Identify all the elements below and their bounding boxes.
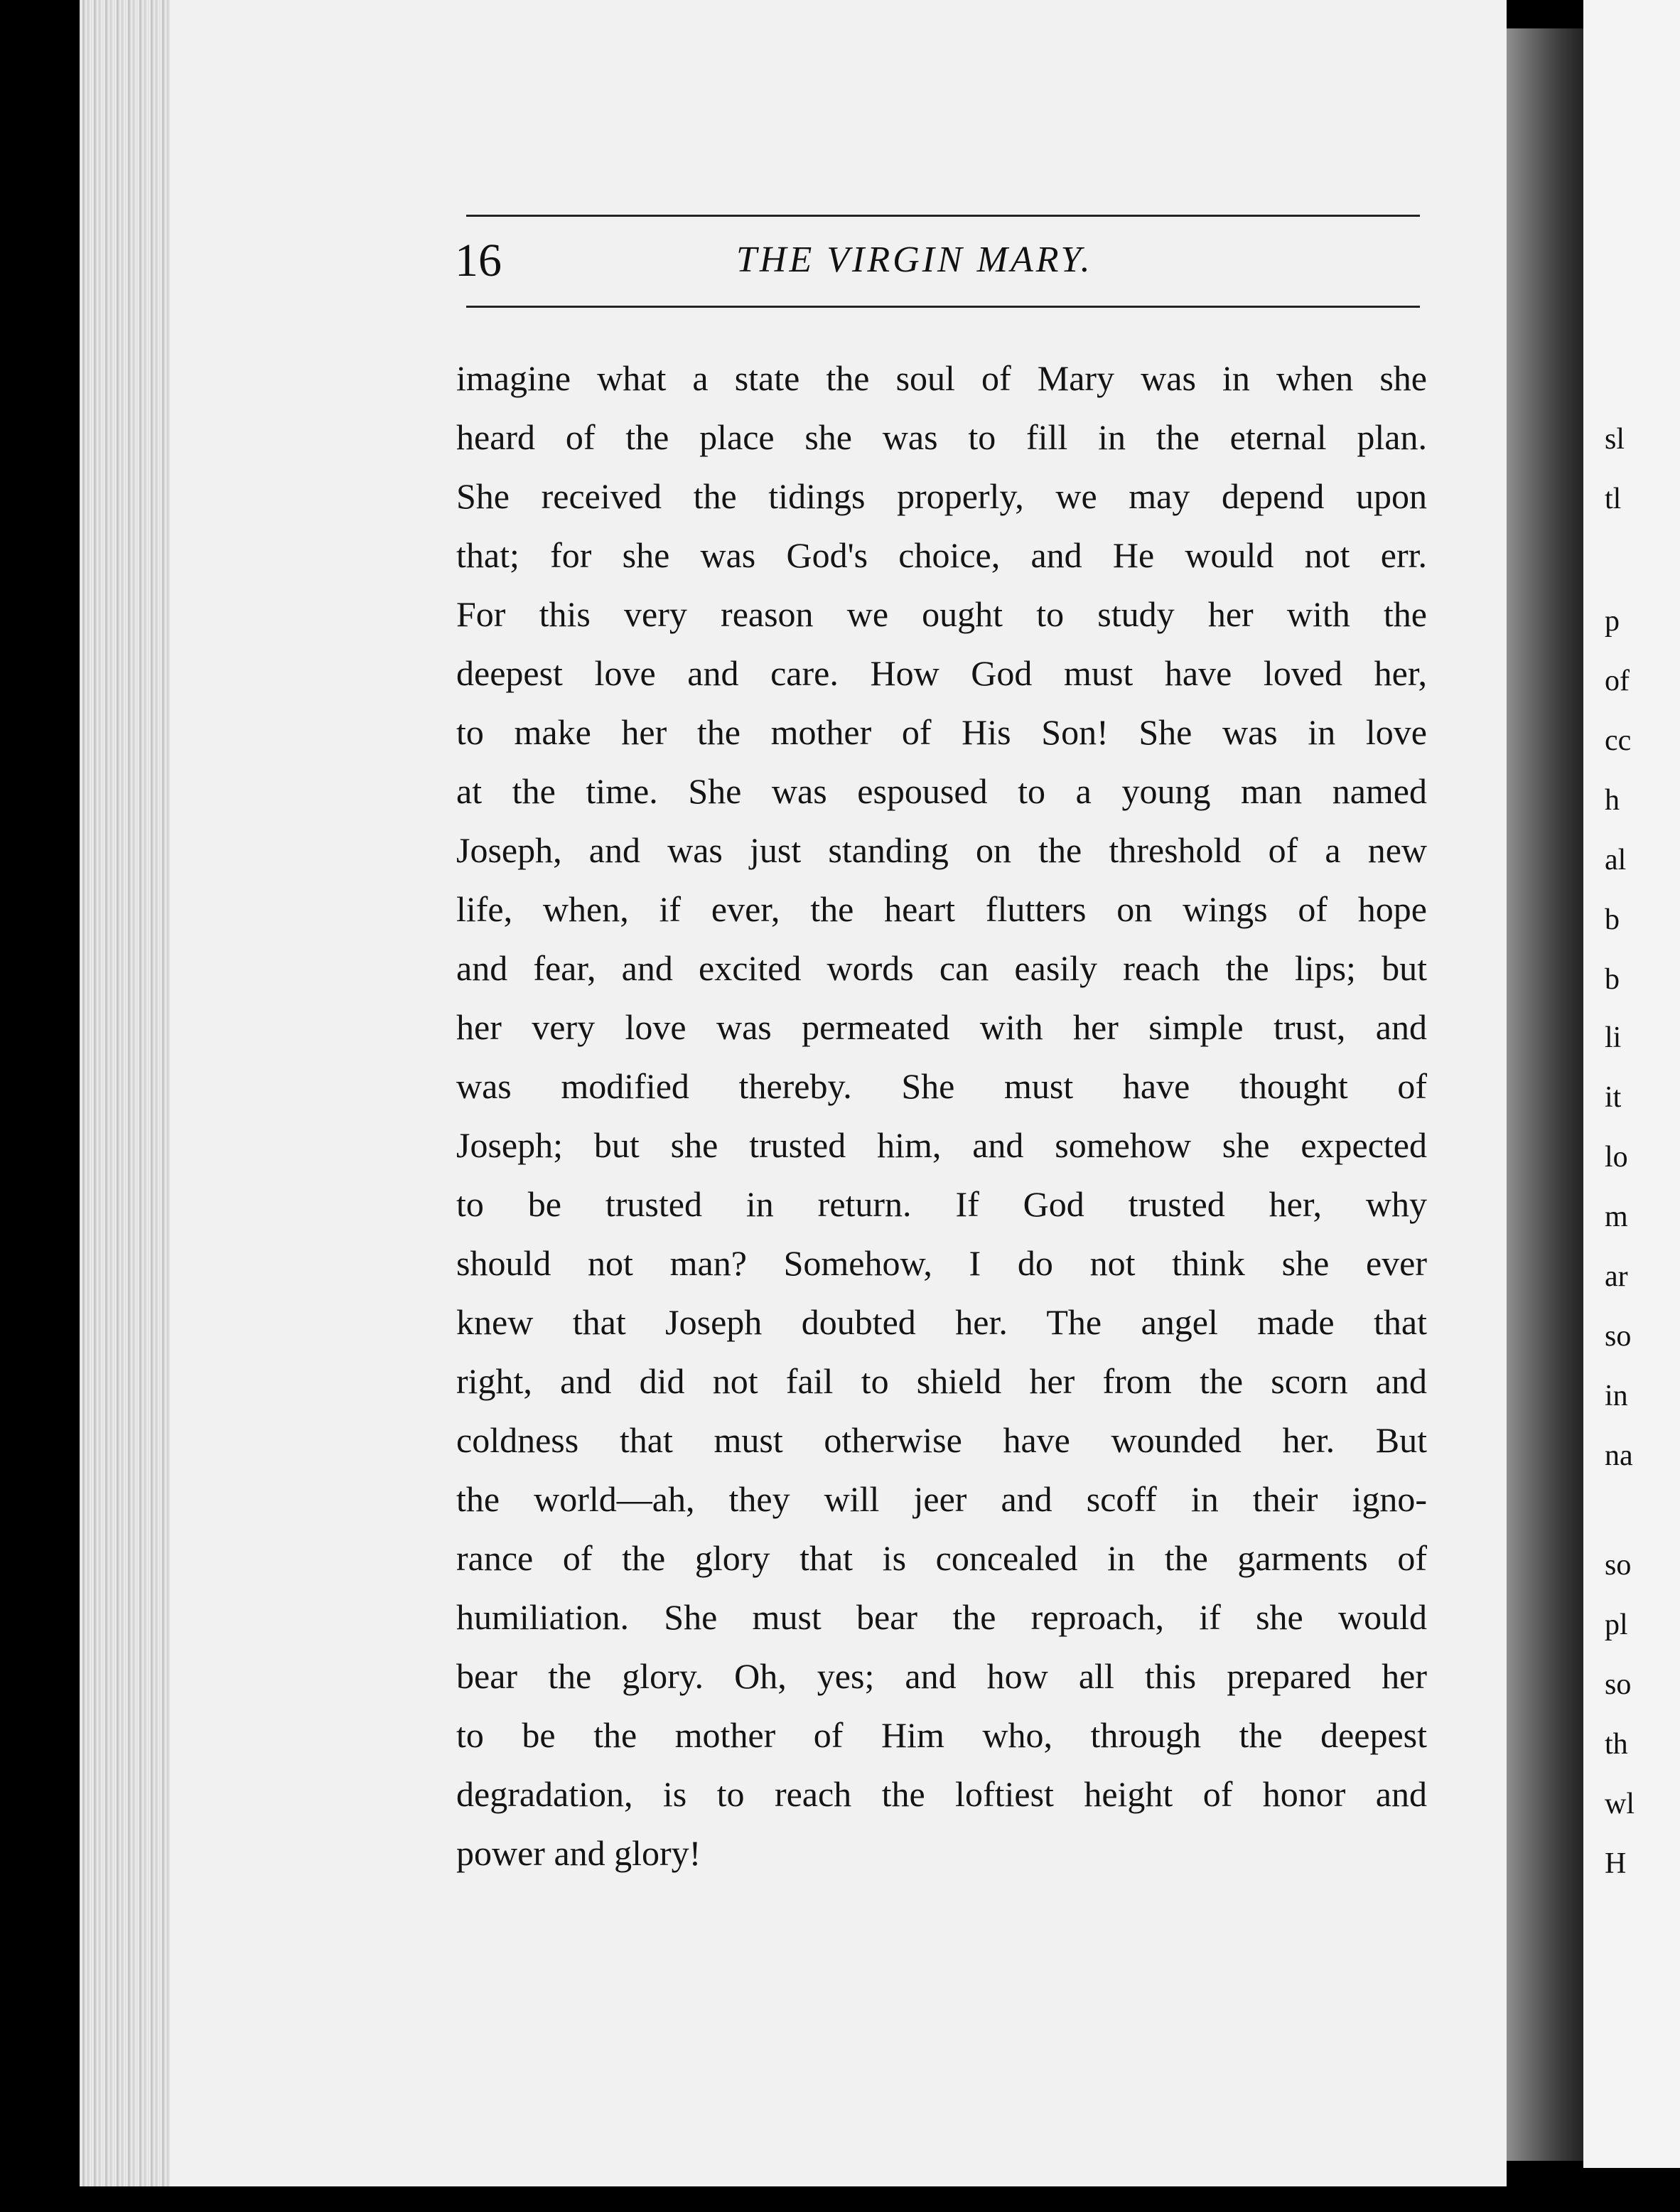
text-line: right, and did not fail to shield her from the scorn and: [456, 1361, 1427, 1401]
header-rule-bottom: [466, 306, 1420, 308]
facing-page-fragment: pl: [1605, 1609, 1628, 1641]
text-line: heard of the place she was to fill in the eternal plan.: [456, 417, 1427, 457]
header-rule-top: [466, 215, 1420, 217]
page-number: 16: [455, 235, 502, 286]
facing-page-fragment: cc: [1605, 724, 1632, 757]
text-line: to be the mother of Him who, through the deepest: [456, 1715, 1427, 1755]
facing-page-fragment: lo: [1605, 1141, 1628, 1174]
text-line: For this very reason we ought to study her with the: [456, 594, 1427, 634]
text-line: deepest love and care. How God must have loved her,: [456, 653, 1427, 693]
text-line: to be trusted in return. If God trusted her, why: [456, 1184, 1427, 1224]
page-block-edges: [80, 0, 179, 2186]
text-line: Joseph, and was just standing on the threshold of a new: [456, 830, 1427, 870]
facing-page-fragment: th: [1605, 1728, 1628, 1761]
text-line: bear the glory. Oh, yes; and how all this prepared her: [456, 1656, 1427, 1696]
body-text: [456, 355, 1427, 1889]
text-line: life, when, if ever, the heart flutters on wings of hope: [456, 889, 1427, 929]
text-line: knew that Joseph doubted her. The angel made that: [456, 1302, 1427, 1342]
text-line: and fear, and excited words can easily reach the lips; but: [456, 948, 1427, 988]
text-line: was modified thereby. She must have thought of: [456, 1066, 1427, 1106]
facing-page-fragment: al: [1605, 844, 1627, 876]
facing-page-fragment: so: [1605, 1320, 1632, 1353]
text-line: to make her the mother of His Son! She was in love: [456, 712, 1427, 752]
facing-page-fragment: ar: [1605, 1260, 1628, 1293]
running-title: THE VIRGIN MARY.: [736, 240, 1093, 280]
facing-page-fragment: so: [1605, 1549, 1632, 1582]
facing-page-fragment: tl: [1605, 483, 1622, 515]
text-line: power and glory!: [456, 1833, 701, 1873]
facing-page: [1583, 0, 1680, 2168]
facing-page-fragment: h: [1605, 784, 1620, 817]
facing-page-fragment: li: [1605, 1021, 1622, 1054]
text-line: humiliation. She must bear the reproach, if she would: [456, 1597, 1427, 1637]
text-line: her very love was permeated with her simple trust, and: [456, 1007, 1427, 1047]
facing-page-fragment: b: [1605, 903, 1620, 936]
facing-page-fragment: wl: [1605, 1788, 1635, 1820]
facing-page-fragment: so: [1605, 1668, 1632, 1701]
text-line: the world—ah, they will jeer and scoff in their igno-: [456, 1479, 1427, 1519]
gutter-shadow: [1507, 28, 1585, 2161]
text-line: Joseph; but she trusted him, and somehow she expected: [456, 1125, 1427, 1165]
text-line: degradation, is to reach the loftiest height of honor and: [456, 1774, 1427, 1814]
facing-page-fragment: p: [1605, 605, 1620, 638]
facing-page-fragment: na: [1605, 1439, 1633, 1472]
text-line: rance of the glory that is concealed in the garments of: [456, 1538, 1427, 1578]
facing-page-fragment: H: [1605, 1847, 1627, 1880]
text-line: coldness that must otherwise have wounded her. But: [456, 1420, 1427, 1460]
facing-page-fragment: b: [1605, 963, 1620, 996]
facing-page-fragment: it: [1605, 1081, 1622, 1114]
text-line: She received the tidings properly, we may depend upon: [456, 476, 1427, 516]
facing-page-fragment: sl: [1605, 423, 1625, 456]
facing-page-fragment: m: [1605, 1201, 1628, 1233]
text-line: should not man? Somehow, I do not think she ever: [456, 1243, 1427, 1283]
facing-page-fragment: of: [1605, 665, 1630, 697]
text-line: at the time. She was espoused to a young man named: [456, 771, 1427, 811]
facing-page-fragment: in: [1605, 1380, 1628, 1412]
text-line: imagine what a state the soul of Mary was in when she: [456, 358, 1427, 398]
text-line: that; for she was God's choice, and He would not err.: [456, 535, 1427, 575]
